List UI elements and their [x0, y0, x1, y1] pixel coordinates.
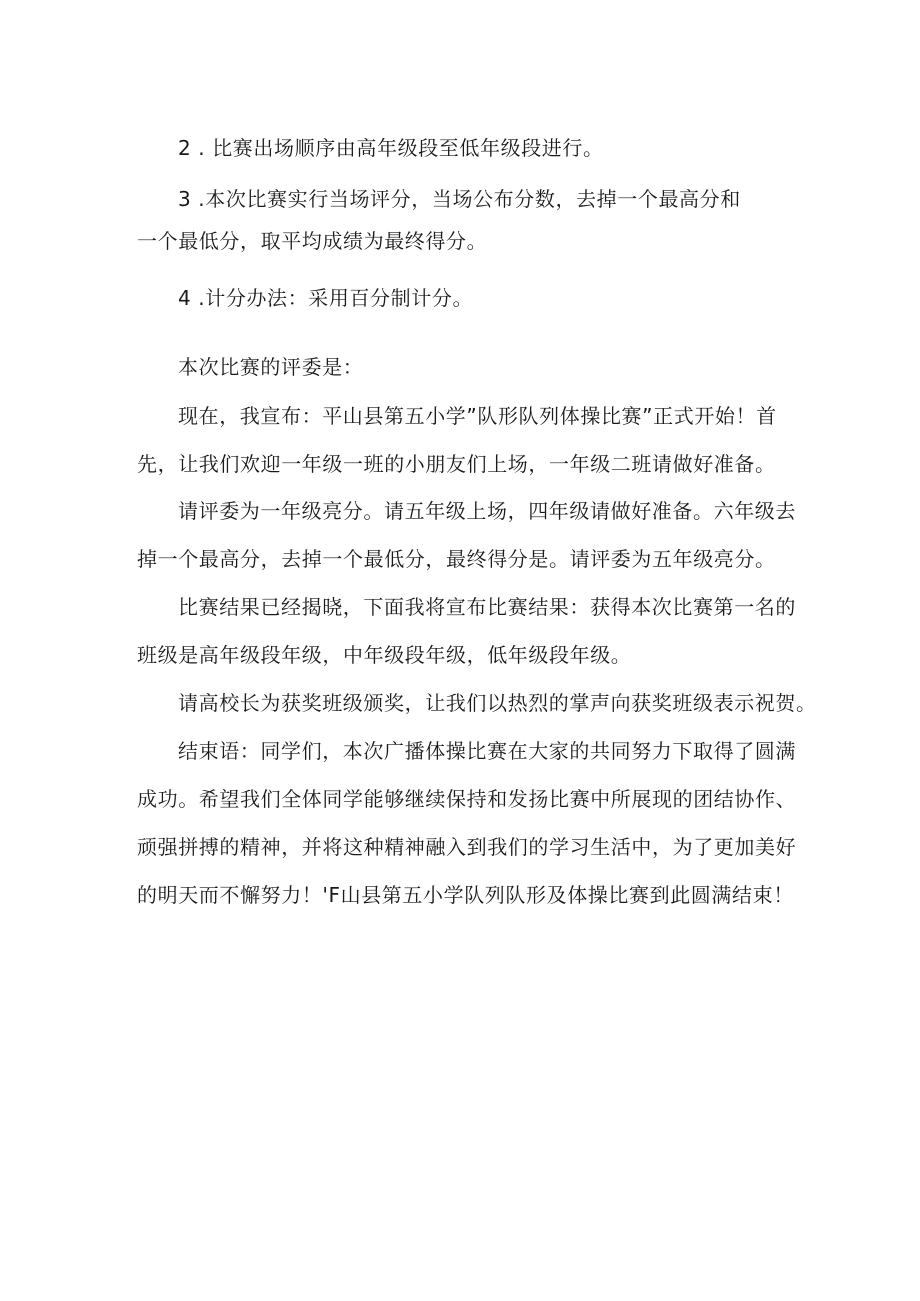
closing-line-4: 的明天而不懈努力！'F山县第五小学队列队形及体操比赛到此圆满结束！ [137, 883, 794, 907]
rule-3-line-1: 3 .本次比赛实行当场评分，当场公布分数，去掉一个最高分和 [178, 187, 741, 211]
awards-line-1: 请高校长为获奖班级颁奖，让我们以热烈的掌声向获奖班级表示祝贺。 [178, 691, 817, 715]
scoring-line-2: 掉一个最高分，去掉一个最低分，最终得分是。请评委为五年级亮分。 [137, 547, 776, 571]
closing-line-3: 顽强拼搏的精神，并将这种精神融入到我们的学习生活中，为了更加美好 [137, 835, 797, 859]
closing-line-1: 结束语：同学们，本次广播体操比赛在大家的共同努力下取得了圆满 [178, 739, 796, 763]
rule-4-line-1: 4 .计分办法：采用百分制计分。 [178, 286, 474, 310]
rule-2-line-1: 2 . 比赛出场顺序由高年级段至低年级段进行。 [178, 136, 604, 160]
announcement-line-2: 先，让我们欢迎一年级一班的小朋友们上场，一年级二班请做好准备。 [137, 452, 776, 476]
judges-line: 本次比赛的评委是： [178, 355, 364, 379]
announcement-line-1: 现在，我宣布：平山县第五小学”队形队列体操比赛”正式开始！首 [178, 404, 777, 428]
results-line-2: 班级是高年级段年级，中年级段年级，低年级段年级。 [137, 643, 632, 667]
closing-line-2: 成功。希望我们全体同学能够继续保持和发扬比赛中所展现的团结协作、 [137, 787, 797, 811]
scoring-line-1: 请评委为一年级亮分。请五年级上场，四年级请做好准备。六年级去 [178, 499, 796, 523]
results-line-1: 比赛结果已经揭晓，下面我将宣布比赛结果：获得本次比赛第一名的 [178, 595, 796, 619]
rule-3-line-2: 一个最低分，取平均成绩为最终得分。 [137, 229, 488, 253]
